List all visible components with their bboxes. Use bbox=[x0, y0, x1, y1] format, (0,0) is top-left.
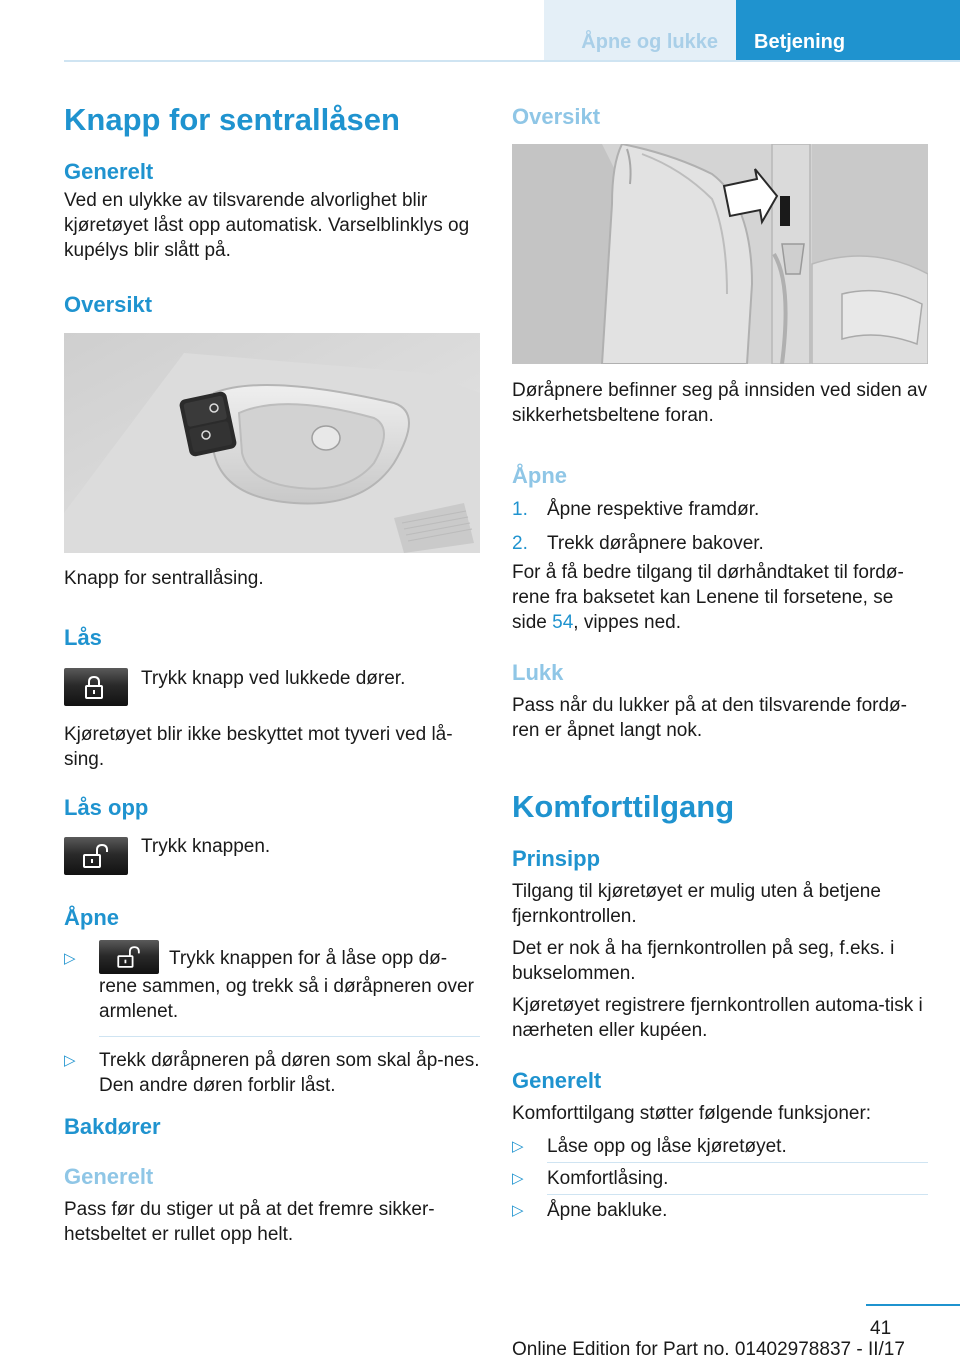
triangle-bullet-icon: ▷ bbox=[512, 1138, 524, 1155]
principle-text-2: Det er nok å ha fjernkontrollen på seg, f.eks. i bukselommen. bbox=[512, 938, 895, 984]
overview-heading: Oversikt bbox=[64, 292, 153, 317]
open-item1-text: Trykk knappen for å låse opp dø-rene sammen, og trekk så i døråpneren over armlenet. bbox=[99, 948, 474, 1022]
list-item bbox=[512, 1198, 928, 1223]
header-chapter-label: Betjening bbox=[754, 31, 846, 53]
rear-general-text: Pass før du stiger ut på at det fremre sikker-hetsbeltet er rullet opp helt. bbox=[64, 1199, 435, 1245]
close-text: Pass når du lukker på at den tilsvarende fordø-ren er åpnet langt nok. bbox=[512, 695, 907, 741]
door-panel-illustration bbox=[64, 333, 480, 553]
open-list-left bbox=[64, 946, 480, 1098]
lock-heading: Lås bbox=[64, 625, 102, 650]
list-item bbox=[512, 1134, 928, 1159]
list-divider bbox=[99, 1036, 480, 1037]
triangle-bullet-icon: ▷ bbox=[512, 1170, 524, 1187]
open-paragraph-text: For å få bedre tilgang til dørhåndtaket til fordø-rene fra baksetet kan Lenene til forsetene, se side bbox=[512, 562, 904, 633]
rear-general-heading: Generelt bbox=[64, 1164, 154, 1189]
page-reference-link[interactable]: 54 bbox=[552, 612, 574, 633]
step-number: 2. bbox=[512, 533, 528, 554]
principle-text-3: Kjøretøyet registrere fjernkontrollen automa-tisk i nærheten eller kupéen. bbox=[512, 995, 923, 1041]
left-column bbox=[64, 102, 480, 319]
door-opener-photo bbox=[512, 144, 928, 364]
principle-text-1: Tilgang til kjøretøyet er mulig uten å betjene fjernkontrollen. bbox=[512, 881, 881, 927]
unlock-icon bbox=[64, 837, 128, 875]
right-general-heading: Generelt bbox=[512, 1068, 602, 1093]
lock-text: Trykk knapp ved lukkede dører. bbox=[141, 668, 406, 689]
comfort-access-title: Komforttilgang bbox=[512, 789, 735, 824]
triangle-bullet-icon: ▷ bbox=[64, 950, 76, 967]
function-text: Låse opp og låse kjøretøyet. bbox=[547, 1136, 787, 1157]
open-item2-text: Trekk døråpneren på døren som skal åp-nes. Den andre døren forblir låst. bbox=[99, 1050, 480, 1096]
list-divider bbox=[547, 1194, 928, 1195]
step-number: 1. bbox=[512, 499, 528, 520]
lock-button-image bbox=[64, 668, 128, 706]
unlock-button-image bbox=[64, 837, 128, 875]
list-item bbox=[512, 531, 928, 556]
section-title: Knapp for sentrallåsen bbox=[64, 102, 400, 137]
triangle-bullet-icon: ▷ bbox=[64, 1052, 76, 1069]
right-open-heading: Åpne bbox=[512, 463, 567, 488]
general-text: Ved en ulykke av tilsvarende alvorlighet blir kjøretøyet låst opp automatisk. Varselblinklys og kupélys blir slått på. bbox=[64, 190, 470, 261]
functions-list bbox=[512, 1134, 928, 1223]
rear-interior-illustration bbox=[512, 144, 928, 364]
function-text: Komfortlåsing. bbox=[547, 1168, 669, 1189]
unlock-text: Trykk knappen. bbox=[141, 836, 271, 857]
right-general-text: Komforttilgang støtter følgende funksjoner: bbox=[512, 1103, 872, 1124]
open-paragraph bbox=[512, 560, 928, 635]
close-heading: Lukk bbox=[512, 660, 564, 685]
list-item bbox=[512, 1166, 928, 1191]
header-section-label: Åpne og lukke bbox=[581, 31, 718, 53]
function-text: Åpne bakluke. bbox=[547, 1200, 668, 1221]
header-divider bbox=[64, 60, 960, 62]
central-lock-button-photo bbox=[64, 333, 480, 553]
rear-doors-heading: Bakdører bbox=[64, 1114, 161, 1139]
left-photo-caption: Knapp for sentrallåsing. bbox=[64, 568, 264, 589]
edition-note: Online Edition for Part no. 01402978837 - II/17 bbox=[512, 1339, 905, 1360]
lock-note: Kjøretøyet blir ikke beskyttet mot tyveri ved lå-sing. bbox=[64, 724, 453, 770]
right-overview-heading: Oversikt bbox=[512, 104, 601, 129]
step-text: Åpne respektive framdør. bbox=[547, 499, 760, 520]
left-column-lower bbox=[64, 566, 480, 652]
unlock-heading: Lås opp bbox=[64, 795, 149, 820]
list-item bbox=[64, 1048, 480, 1098]
inline-unlock-button-image bbox=[99, 940, 159, 974]
right-photo-caption: Døråpnere befinner seg på innsiden ved siden av sikkerhetsbeltene foran. bbox=[512, 380, 928, 426]
open-steps-list bbox=[512, 497, 928, 556]
page-number: 41 bbox=[870, 1318, 892, 1339]
list-divider bbox=[547, 1162, 928, 1163]
general-heading: Generelt bbox=[64, 159, 154, 184]
step-text: Trekk døråpnere bakover. bbox=[547, 533, 764, 554]
lock-icon bbox=[64, 668, 128, 706]
principle-heading: Prinsipp bbox=[512, 846, 601, 871]
header-section-tab bbox=[544, 0, 736, 60]
open-paragraph-text-end: , vippes ned. bbox=[573, 612, 682, 633]
header-chapter-tab bbox=[736, 0, 960, 60]
open-heading-left: Åpne bbox=[64, 905, 119, 930]
list-item bbox=[64, 946, 480, 1024]
triangle-bullet-icon: ▷ bbox=[512, 1202, 524, 1219]
list-item bbox=[512, 497, 928, 522]
footer-divider bbox=[866, 1304, 960, 1306]
unlock-icon bbox=[99, 940, 159, 974]
